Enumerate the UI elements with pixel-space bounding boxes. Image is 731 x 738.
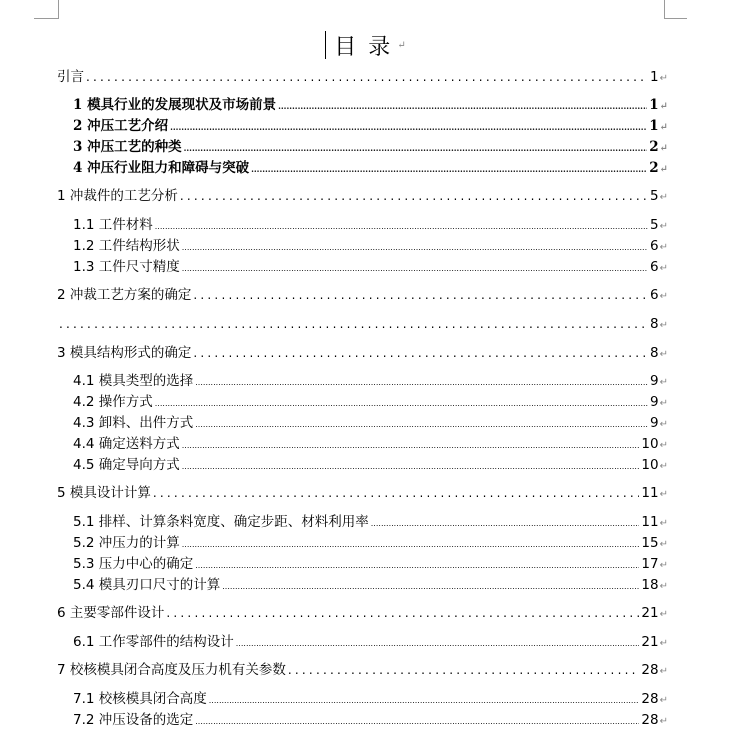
- toc-entry[interactable]: [73, 158, 668, 178]
- paragraph-mark-icon: ↵: [659, 716, 668, 727]
- paragraph-mark-icon: ↵: [659, 638, 668, 649]
- toc-entry[interactable]: [73, 434, 668, 454]
- paragraph-mark-icon: ↵: [659, 461, 668, 472]
- paragraph-mark-icon: ↵: [659, 349, 668, 360]
- paragraph-mark-icon: ↵: [397, 39, 406, 51]
- toc-entry[interactable]: [73, 137, 668, 157]
- toc-entry-label: 1 模具行业的发展现状及市场前景: [73, 97, 277, 113]
- toc-dot-leader: [195, 371, 648, 393]
- toc-dot-leader: [155, 215, 648, 237]
- toc-entry-label: 5.4 模具刃口尺寸的计算: [73, 577, 221, 593]
- toc-dot-leader: [155, 392, 648, 414]
- paragraph-mark-icon: ↵: [659, 221, 668, 232]
- toc-dot-leader: [170, 116, 647, 137]
- paragraph-mark-icon: ↵: [659, 518, 668, 529]
- toc-dot-leader: [222, 575, 639, 597]
- toc-dot-leader: [195, 554, 639, 576]
- toc-entry-label: 1 冲裁件的工艺分析: [57, 188, 178, 204]
- toc-entry[interactable]: [57, 603, 668, 623]
- toc-entry-page-number: 5: [650, 188, 659, 204]
- paragraph-mark-icon: ↵: [659, 377, 668, 388]
- paragraph-mark-icon: ↵: [659, 164, 668, 175]
- toc-entry-page-number: 28: [641, 691, 659, 707]
- toc-entry-page-number: 21: [641, 634, 659, 650]
- toc-entry[interactable]: [57, 285, 668, 305]
- toc-entry-page-number: 2: [649, 139, 659, 155]
- toc-entry[interactable]: [73, 116, 668, 136]
- toc-dot-leader: [182, 236, 648, 258]
- toc-entry[interactable]: [73, 371, 668, 391]
- paragraph-mark-icon: ↵: [659, 192, 668, 203]
- toc-entry[interactable]: [73, 512, 668, 532]
- paragraph-mark-icon: ↵: [659, 539, 668, 550]
- toc-dot-leader: [236, 632, 640, 654]
- toc-entry[interactable]: [73, 632, 668, 652]
- paragraph-mark-icon: ↵: [659, 263, 668, 274]
- toc-entry-page-number: 5: [650, 217, 659, 233]
- paragraph-mark-icon: ↵: [659, 242, 668, 253]
- toc-dot-leader: [195, 710, 639, 732]
- toc-entry-label: 3 冲压工艺的种类: [73, 139, 182, 155]
- paragraph-mark-icon: ↵: [659, 122, 668, 133]
- toc-entry[interactable]: [57, 186, 668, 206]
- toc-entry[interactable]: [73, 236, 668, 256]
- toc-entry-page-number: 15: [641, 535, 659, 551]
- toc-entry-page-number: 11: [641, 514, 659, 530]
- toc-entry[interactable]: [73, 95, 668, 115]
- paragraph-mark-icon: ↵: [659, 489, 668, 500]
- toc-entry-page-number: 18: [641, 577, 659, 593]
- toc-entry-label: 7.1 校核模具闭合高度: [73, 691, 207, 707]
- toc-entry-label: 6 主要零部件设计: [57, 605, 165, 621]
- paragraph-mark-icon: ↵: [659, 73, 668, 84]
- toc-entry[interactable]: [73, 413, 668, 433]
- toc-entry-label: 2 冲压工艺介绍: [73, 118, 169, 134]
- toc-entry-page-number: 17: [641, 556, 659, 572]
- toc-dot-leader: [278, 95, 647, 116]
- toc-entry-label: 2 冲裁工艺方案的确定: [57, 287, 192, 303]
- toc-entry[interactable]: [73, 710, 668, 730]
- toc-entry[interactable]: [73, 392, 668, 412]
- paragraph-mark-icon: ↵: [659, 560, 668, 571]
- paragraph-mark-icon: ↵: [659, 666, 668, 677]
- toc-entry-page-number: 1: [649, 97, 659, 113]
- toc-dot-leader: [182, 455, 640, 477]
- toc-entry-page-number: 9: [650, 373, 659, 389]
- toc-entry[interactable]: [73, 689, 668, 709]
- paragraph-mark-icon: ↵: [659, 695, 668, 706]
- toc-entry[interactable]: [57, 483, 668, 503]
- toc-dot-leader: [184, 137, 648, 158]
- toc-entry-page-number: 2: [649, 160, 659, 176]
- toc-dot-leader: [371, 512, 640, 534]
- toc-entry[interactable]: [73, 215, 668, 235]
- toc-entry-page-number: 1: [650, 69, 659, 85]
- paragraph-mark-icon: ↵: [659, 101, 668, 112]
- toc-entry-label: 引言: [57, 69, 84, 85]
- toc-entry-label: 6.1 工作零部件的结构设计: [73, 634, 234, 650]
- toc-entry-page-number: 6: [650, 287, 659, 303]
- toc-entry-label: 4.2 操作方式: [73, 394, 153, 410]
- toc-entry-label: 7.2 冲压设备的选定: [73, 712, 194, 728]
- paragraph-mark-icon: ↵: [659, 320, 668, 331]
- toc-entry-label: 3 模具结构形式的确定: [57, 345, 192, 361]
- toc-dot-leader: [251, 158, 647, 179]
- title-char-1: 目: [334, 34, 357, 60]
- title-char-2: 录: [368, 34, 391, 60]
- toc-entry[interactable]: [57, 67, 668, 87]
- toc-entry-page-number: 1: [649, 118, 659, 134]
- toc-entry-label: 4.1 模具类型的选择: [73, 373, 194, 389]
- toc-entry-page-number: 9: [650, 394, 659, 410]
- toc-entry[interactable]: [73, 455, 668, 475]
- toc-entry-label: 4.5 确定导向方式: [73, 457, 180, 473]
- paragraph-mark-icon: ↵: [659, 143, 668, 154]
- toc-entry-label: 4.3 卸料、出件方式: [73, 415, 194, 431]
- toc-dot-leader: [182, 533, 640, 555]
- paragraph-mark-icon: ↵: [659, 440, 668, 451]
- toc-entry[interactable]: [73, 533, 668, 553]
- paragraph-mark-icon: ↵: [659, 419, 668, 430]
- toc-dot-leader: [195, 413, 648, 435]
- paragraph-mark-icon: ↵: [659, 291, 668, 302]
- toc-entry-page-number: 11: [641, 485, 659, 501]
- toc-entry-label: 5.3 压力中心的确定: [73, 556, 194, 572]
- toc-entry-page-number: 10: [641, 457, 659, 473]
- toc-entry-page-number: 8: [650, 316, 659, 332]
- toc-entry-label: 1.2 工件结构形状: [73, 238, 180, 254]
- toc-entry[interactable]: [73, 257, 668, 277]
- toc-entry-page-number: 21: [641, 605, 659, 621]
- toc-entry-page-number: 28: [641, 712, 659, 728]
- toc-dot-leader: [209, 689, 640, 711]
- toc-entry-label: 5 模具设计计算: [57, 485, 151, 501]
- toc-entry-page-number: 10: [641, 436, 659, 452]
- toc-entry-page-number: 9: [650, 415, 659, 431]
- paragraph-mark-icon: ↵: [659, 398, 668, 409]
- toc-entry-label: 4 冲压行业阻力和障碍与突破: [73, 160, 250, 176]
- paragraph-mark-icon: ↵: [659, 609, 668, 620]
- toc-entry-label: 1.3 工件尺寸精度: [73, 259, 180, 275]
- toc-dot-leader: [166, 603, 639, 623]
- toc-dot-leader: [182, 434, 640, 456]
- toc-entry-page-number: 28: [641, 662, 659, 678]
- toc-dot-leader: [193, 343, 648, 363]
- toc-dot-leader: [288, 660, 640, 680]
- toc-dot-leader: [153, 483, 640, 503]
- toc-entry[interactable]: [57, 314, 668, 334]
- toc-dot-leader: [59, 314, 648, 334]
- toc-dot-leader: [86, 67, 648, 87]
- toc-dot-leader: [180, 186, 648, 206]
- toc-entry-label: 1.1 工件材料: [73, 217, 153, 233]
- toc-entry[interactable]: [73, 554, 668, 574]
- toc-entry-label: 7 校核模具闭合高度及压力机有关参数: [57, 662, 286, 678]
- toc-entry-page-number: 6: [650, 238, 659, 254]
- toc-entry[interactable]: [57, 660, 668, 680]
- toc-entry-page-number: 6: [650, 259, 659, 275]
- toc-entry[interactable]: [73, 575, 668, 595]
- toc-entry-page-number: 8: [650, 345, 659, 361]
- paragraph-mark-icon: ↵: [659, 581, 668, 592]
- toc-dot-leader: [182, 257, 648, 279]
- toc-entry-label: 5.1 排样、计算条料宽度、确定步距、材料利用率: [73, 514, 369, 530]
- toc-dot-leader: [193, 285, 648, 305]
- toc-entry[interactable]: [57, 343, 668, 363]
- toc-entry-label: 4.4 确定送料方式: [73, 436, 180, 452]
- toc-entry-label: 5.2 冲压力的计算: [73, 535, 180, 551]
